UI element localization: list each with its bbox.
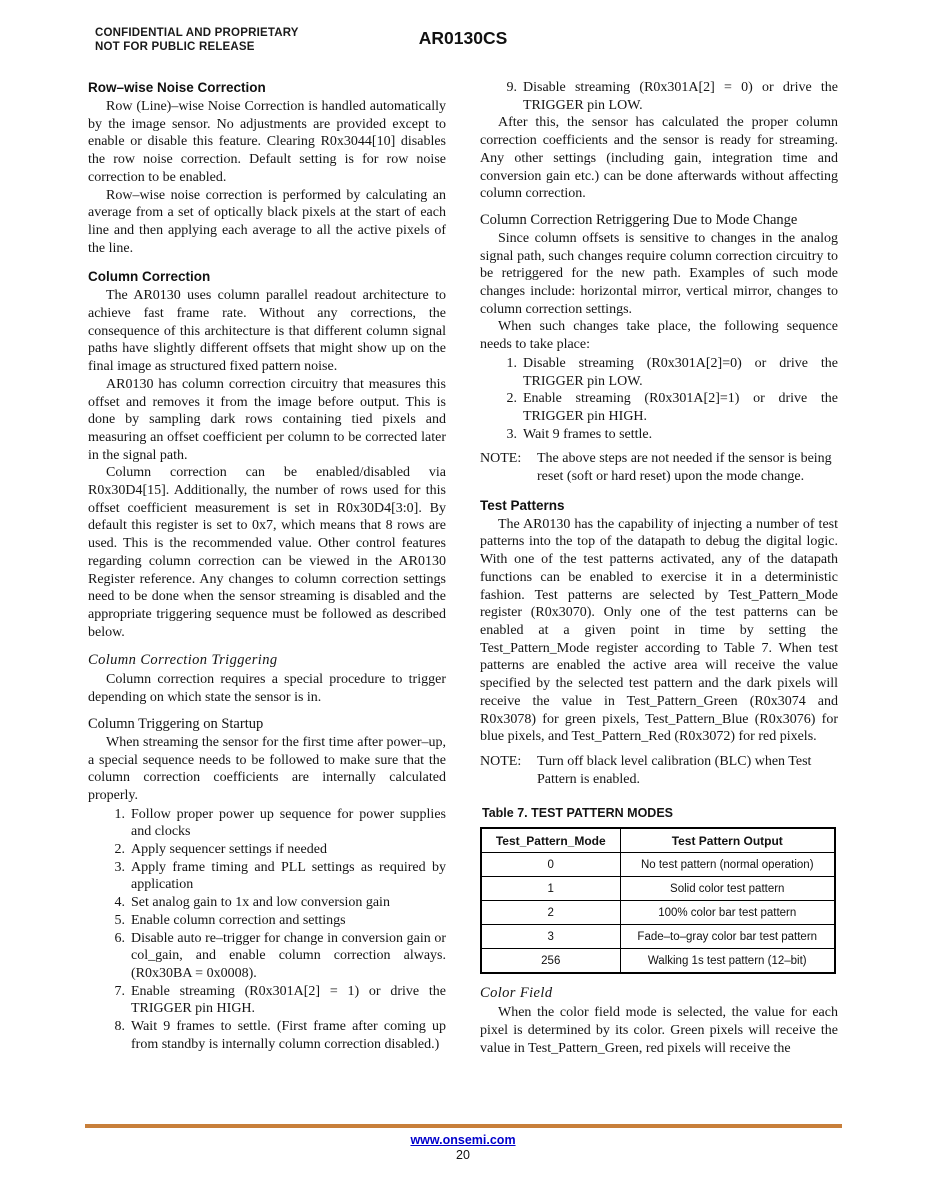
note-text: The above steps are not needed if the sensor is being reset (soft or hard reset) upon the mode change.: [537, 451, 832, 485]
table-header-cell-output: Test Pattern Output: [620, 828, 835, 853]
paragraph: After this, the sensor has calculated the proper column correction coefficients and the sensor is ready for streaming. Any other settings (including gain, integration time and conversion gain etc.) can be done afterwards without affecting column correction.: [480, 115, 838, 202]
subheading-retriggering-mode-change: Column Correction Retriggering Due to Mode Change: [480, 211, 798, 228]
note-label: NOTE:: [480, 451, 522, 467]
list-item: [480, 390, 838, 425]
page-number: 20: [456, 1148, 470, 1162]
table-row: [481, 925, 835, 949]
item-number: 3.: [506, 426, 517, 442]
startup-sequence-list: [88, 806, 446, 1054]
list-item: [88, 841, 446, 859]
subheading-column-triggering-startup: Column Triggering on Startup: [88, 715, 264, 732]
paragraph: Column correction requires a special procedure to trigger depending on which state the sensor is in.: [88, 672, 446, 706]
onsemi-website-link[interactable]: www.onsemi.com: [410, 1133, 516, 1147]
item-text: Apply sequencer settings if needed: [131, 842, 327, 858]
table-cell-output: 100% color bar test pattern: [620, 901, 835, 925]
item-number: 7.: [114, 983, 125, 999]
footer: [0, 1131, 926, 1149]
item-number: 5.: [114, 912, 125, 928]
paragraph: When streaming the sensor for the first time after power–up, a special sequence needs to be followed to make sure that the column correction coefficients are internally calculated properly.: [88, 734, 446, 803]
note-block: [480, 753, 838, 788]
item-text: Apply frame timing and PLL settings as required by application: [131, 859, 446, 893]
note-block: [480, 450, 838, 485]
list-item: [88, 912, 446, 930]
subheading-column-correction-triggering: Column Correction Triggering: [88, 652, 278, 669]
item-text: Wait 9 frames to settle. (First frame after coming up from standby is internally column correction disabled.): [131, 1019, 446, 1052]
note-label: NOTE:: [480, 753, 522, 769]
left-column: [88, 78, 446, 1053]
item-text: Enable column correction and settings: [131, 912, 346, 928]
item-text: Wait 9 frames to settle.: [523, 426, 653, 442]
paragraph: When the color field mode is selected, the value for each pixel is determined by its color. Green pixels will receive the value in Test_Pattern_Green, red pixels will receive the: [480, 1005, 838, 1056]
list-item: [480, 426, 838, 444]
paragraph: AR0130 has column correction circuitry that measures this offset and removes it from the image before output. This is done by sampling dark rows containing tied pixels and measuring an offset coefficient per column to be corrected later in the signal path.: [88, 376, 446, 463]
table-row: [481, 853, 835, 877]
list-item: [88, 983, 446, 1018]
list-item: [88, 894, 446, 912]
right-column: [480, 78, 838, 1057]
item-number: 9.: [506, 80, 517, 95]
item-number: 4.: [114, 895, 125, 911]
item-number: 1.: [506, 355, 517, 371]
item-text: Disable streaming (R0x301A[2] = 0) or drive the TRIGGER pin LOW.: [523, 80, 838, 113]
confidentiality-line-2: NOT FOR PUBLIC RELEASE: [95, 41, 255, 53]
table-cell-output: No test pattern (normal operation): [620, 853, 835, 877]
list-item: [88, 930, 446, 983]
paragraph: Since column offsets is sensitive to changes in the analog signal path, such changes require column correction circuitry to be retriggered for the new path. Examples of such mode changes include: horizontal mirror, vertical mirror, changes to column correction settings.: [480, 230, 838, 317]
retrigger-sequence-list: [480, 355, 838, 444]
paragraph: Row (Line)–wise Noise Correction is handled automatically by the image sensor. No adjustments are provided except to enable or disable this feature. Clearing R0x3044[10] disables the row noise correction. Default setting is for row noise correction to be enabled.: [88, 99, 446, 185]
table-cell-output: Walking 1s test pattern (12–bit): [620, 949, 835, 974]
paragraph: When such changes take place, the following sequence needs to take place:: [480, 319, 838, 353]
table-header-row: [481, 828, 835, 853]
table-cell-mode: 1: [481, 877, 620, 901]
table-cell-mode: 3: [481, 925, 620, 949]
list-item: [480, 355, 838, 390]
table-cell-mode: 0: [481, 853, 620, 877]
table-caption: Table 7. TEST PATTERN MODES: [482, 806, 673, 821]
document-title: AR0130CS: [418, 28, 508, 48]
list-item: [480, 79, 838, 114]
item-text: Follow proper power up sequence for power supplies and clocks: [131, 806, 446, 840]
startup-sequence-list-continued: [480, 79, 838, 114]
item-number: 1.: [114, 806, 125, 822]
test-pattern-modes-table: [480, 827, 836, 974]
note-text: Turn off black level calibration (BLC) when Test Pattern is enabled.: [537, 753, 812, 787]
table-cell-mode: 2: [481, 901, 620, 925]
paragraph: Row–wise noise correction is performed by calculating an average from a set of optically black pixels at the start of each line and then applying each average to all the active pixels of the line.: [88, 187, 446, 256]
table-cell-output: Solid color test pattern: [620, 877, 835, 901]
table-cell-output: Fade–to–gray color bar test pattern: [620, 925, 835, 949]
paragraph: The AR0130 uses column parallel readout architecture to achieve fast frame rate. Without any corrections, the consequence of this architecture is that different column signal paths have slightly different offsets that might show up on the final image as structured fixed pattern noise.: [88, 288, 446, 375]
section-heading-row-noise: Row–wise Noise Correction: [88, 80, 266, 95]
table-row: [481, 877, 835, 901]
table-row: [481, 949, 835, 974]
subheading-color-field: Color Field: [480, 985, 553, 1002]
item-text: Disable auto re–trigger for change in conversion gain or col_gain, and enable column correction always. (R0x30BA = 0x0008).: [131, 930, 446, 981]
list-item: [88, 859, 446, 894]
footer-divider: [85, 1124, 842, 1128]
item-text: Enable streaming (R0x301A[2]=1) or drive the TRIGGER pin HIGH.: [523, 391, 838, 424]
item-text: Disable streaming (R0x301A[2]=0) or drive the TRIGGER pin LOW.: [523, 355, 838, 389]
section-heading-test-patterns: Test Patterns: [480, 497, 565, 513]
item-number: 8.: [114, 1019, 125, 1035]
section-heading-column-correction: Column Correction: [88, 269, 211, 285]
table-row: [481, 901, 835, 925]
table-cell-mode: 256: [481, 949, 620, 974]
table-header-cell-mode: Test_Pattern_Mode: [481, 828, 620, 853]
confidentiality-line-1: CONFIDENTIAL AND PROPRIETARY: [95, 27, 299, 39]
item-number: 2.: [506, 391, 517, 407]
list-item: [88, 806, 446, 841]
item-text: Enable streaming (R0x301A[2] = 1) or drive the TRIGGER pin HIGH.: [131, 983, 446, 1017]
item-text: Set analog gain to 1x and low conversion gain: [131, 895, 390, 911]
item-number: 3.: [114, 859, 125, 875]
paragraph: The AR0130 has the capability of injecting a number of test patterns into the top of the datapath to debug the digital logic. With one of the test patterns activated, any of the datapath functions can be enabled to exercise it in a deterministic fashion. Test patterns are selected by Test_Pattern_Mode register (R0x3070). Only one of the test patterns can be enabled at a given point in time by setting the Test_Pattern_Mode register according to Table 7. When test patterns are enabled the active area will receive the value specified by the selected test pattern and the dark pixels will receive the value in Test_Pattern_Green (R0x3074 and R0x3078) for green pixels, Test_Pattern_Blue (R0x3076) for blue pixels, and Test_Pattern_Red (R0x3072) for red pixels.: [480, 516, 838, 745]
paragraph: Column correction can be enabled/disabled via R0x30D4[15]. Additionally, the number of rows used for this offset coefficient measurement is set in R0x30D4[3:0]. By default this register is set to 0x7, which means that 8 rows are used. This is the recommended value. Other control features regarding column correction can be viewed in the AR0130 Register reference. Any changes to column correction settings need to be done when the sensor streaming is disabled and the appropriate triggering sequence must be followed as described below.: [88, 465, 446, 640]
item-number: 6.: [114, 930, 125, 946]
item-number: 2.: [114, 842, 125, 858]
list-item: [88, 1018, 446, 1053]
